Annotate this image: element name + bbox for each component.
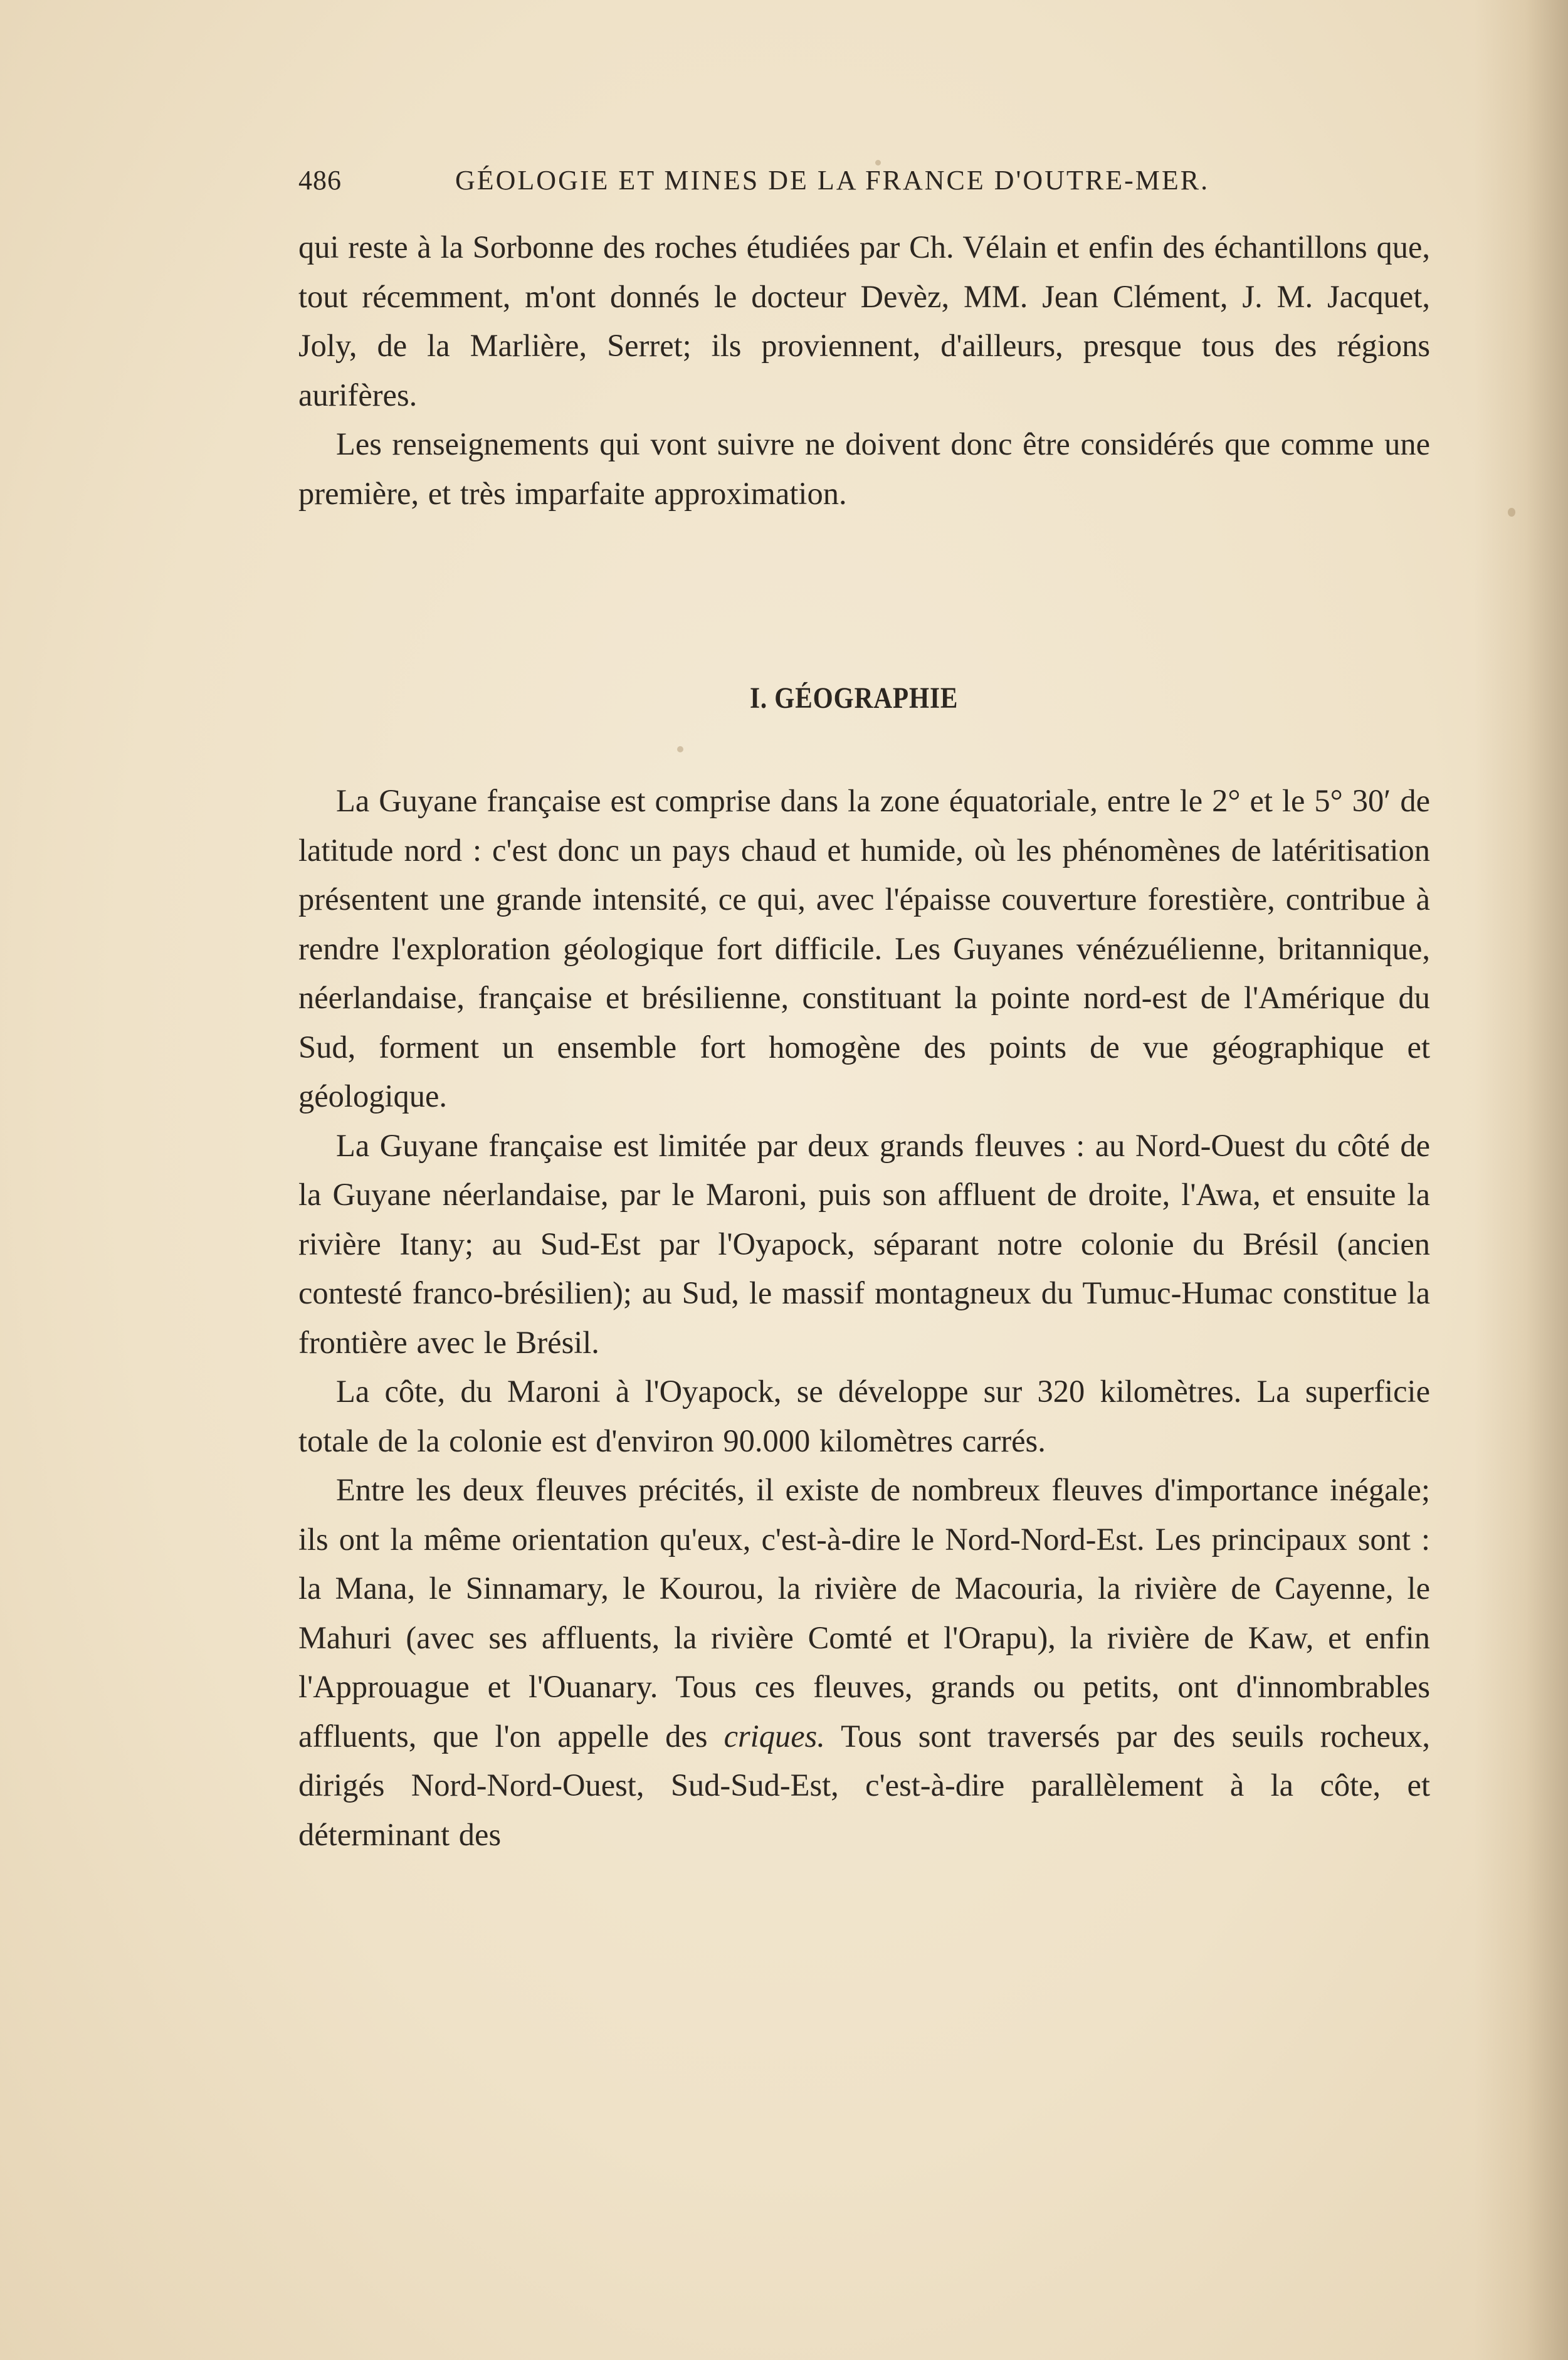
paragraph-text: Tous sont traversés par des seuils rocheux, dirigés Nord-Nord-Ouest, Sud-Sud-Est, c'est-à-dire parallèlement à la côte, et déterminant des — [298, 1718, 1430, 1852]
page-number: 486 — [298, 165, 342, 196]
page-edge-shadow — [1474, 0, 1568, 2360]
italic-term: criques. — [723, 1718, 825, 1754]
paragraph: La Guyane française est limitée par deux grands fleuves : au Nord-Ouest du côté de la Guyane néerlandaise, par le Maroni, puis son affluent de droite, l'Awa, et ensuite la rivière Itany; au Sud-Est par l'Oyapock, séparant notre colonie du Brésil (ancien contesté franco-brésilien); au Sud, le massif montagneux du Tumuc-Humac constitue la frontière avec le Brésil. — [298, 1127, 1430, 1360]
body-text — [298, 776, 1430, 1859]
paragraph: qui reste à la Sorbonne des roches étudiées par Ch. Vélain et enfin des échantillons que, tout récemment, m'ont donnés le docteur Devèz, MM. Jean Clément, J. M. Jacquet, Joly, de la Marlière, Serret; ils proviennent, d'ailleurs, presque tous des régions aurifères. — [298, 229, 1430, 413]
paper-spot — [1508, 508, 1515, 517]
paragraph-text: Entre les deux fleuves précités, il existe de nombreux fleuves d'importance inégale; ils ont la même orientation qu'eux, c'est-à-dire le Nord-Nord-Est. Les principaux sont : la Mana, le Sinnamary, le Kourou, la rivière de Macouria, la rivière de Cayenne, le Mahuri (avec ses affluents, la rivière Comté et l'Orapu), la rivière de Kaw, et enfin l'Approuague et l'Ouanary. Tous ces fleuves, grands ou petits, ont d'innombrables affluents, que l'on appelle des — [298, 1472, 1430, 1754]
section-heading: I. GÉOGRAPHIE — [750, 682, 959, 715]
running-header — [298, 164, 1261, 202]
paragraph: La Guyane française est comprise dans la zone équatoriale, entre le 2° et le 5° 30′ de latitude nord : c'est donc un pays chaud et humide, où les phénomènes de latéritisation présentent une grande intensité, ce qui, avec l'épaisse couverture forestière, contribue à rendre l'exploration géologique fort difficile. Les Guyanes vénézuélienne, britannique, néerlandaise, française et brésilienne, constituant la pointe nord-est de l'Amérique du Sud, forment un ensemble fort homogène des points de vue géographique et géologique. — [298, 783, 1430, 1114]
paper-spot — [677, 746, 683, 752]
paragraph: La côte, du Maroni à l'Oyapock, se développe sur 320 kilomètres. La superficie totale de la colonie est d'environ 90.000 kilomètres carrés. — [298, 1374, 1430, 1458]
paragraph: Les renseignements qui vont suivre ne doivent donc être considérés que comme une première, et très imparfaite approximation. — [298, 426, 1430, 511]
intro-text — [298, 223, 1430, 518]
running-title: GÉOLOGIE ET MINES DE LA FRANCE D'OUTRE-MER. — [455, 165, 1210, 196]
paragraph — [298, 1465, 1430, 1859]
